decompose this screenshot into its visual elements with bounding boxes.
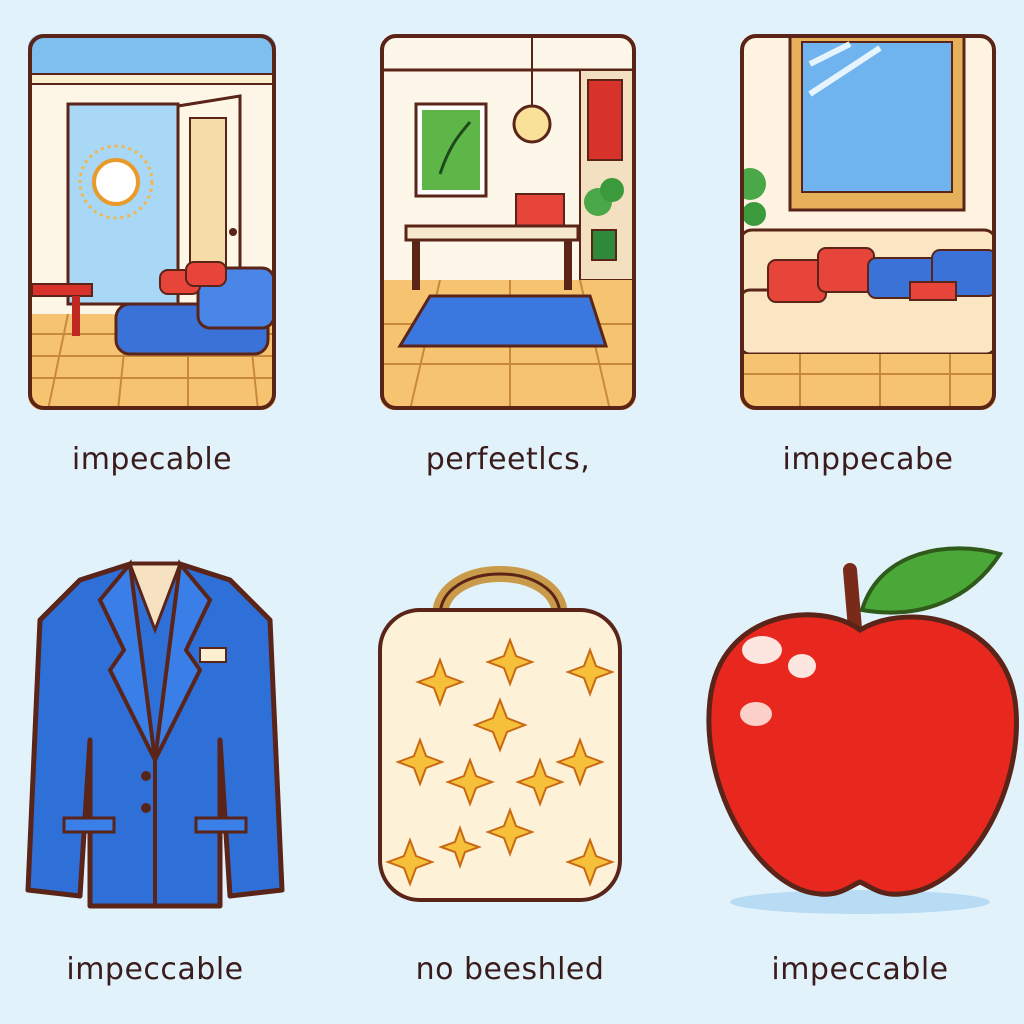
panel-clean-room-desk xyxy=(380,34,636,410)
blue-rug xyxy=(400,296,606,346)
pendant-lamp-icon xyxy=(514,106,550,142)
cream-sofa-icon xyxy=(740,230,996,354)
sparkling-bag-icon xyxy=(350,560,650,910)
panel-living-room-blue-sofa xyxy=(28,34,276,410)
red-apple-icon xyxy=(700,530,1022,920)
caption-6: impeccable xyxy=(771,952,949,987)
panel-cream-sofa-window xyxy=(740,34,996,410)
framed-plant-painting-icon xyxy=(416,104,486,196)
caption-5: no beeshled xyxy=(415,952,605,987)
window-icon xyxy=(790,34,964,210)
caption-2: perfeetlcs, xyxy=(425,442,591,477)
leaf-icon xyxy=(862,548,1000,612)
suit-jacket-icon xyxy=(20,560,290,920)
caption-4: impeccable xyxy=(66,952,244,987)
caption-3: imppecabe xyxy=(782,442,954,477)
caption-1: impecable xyxy=(71,442,233,477)
